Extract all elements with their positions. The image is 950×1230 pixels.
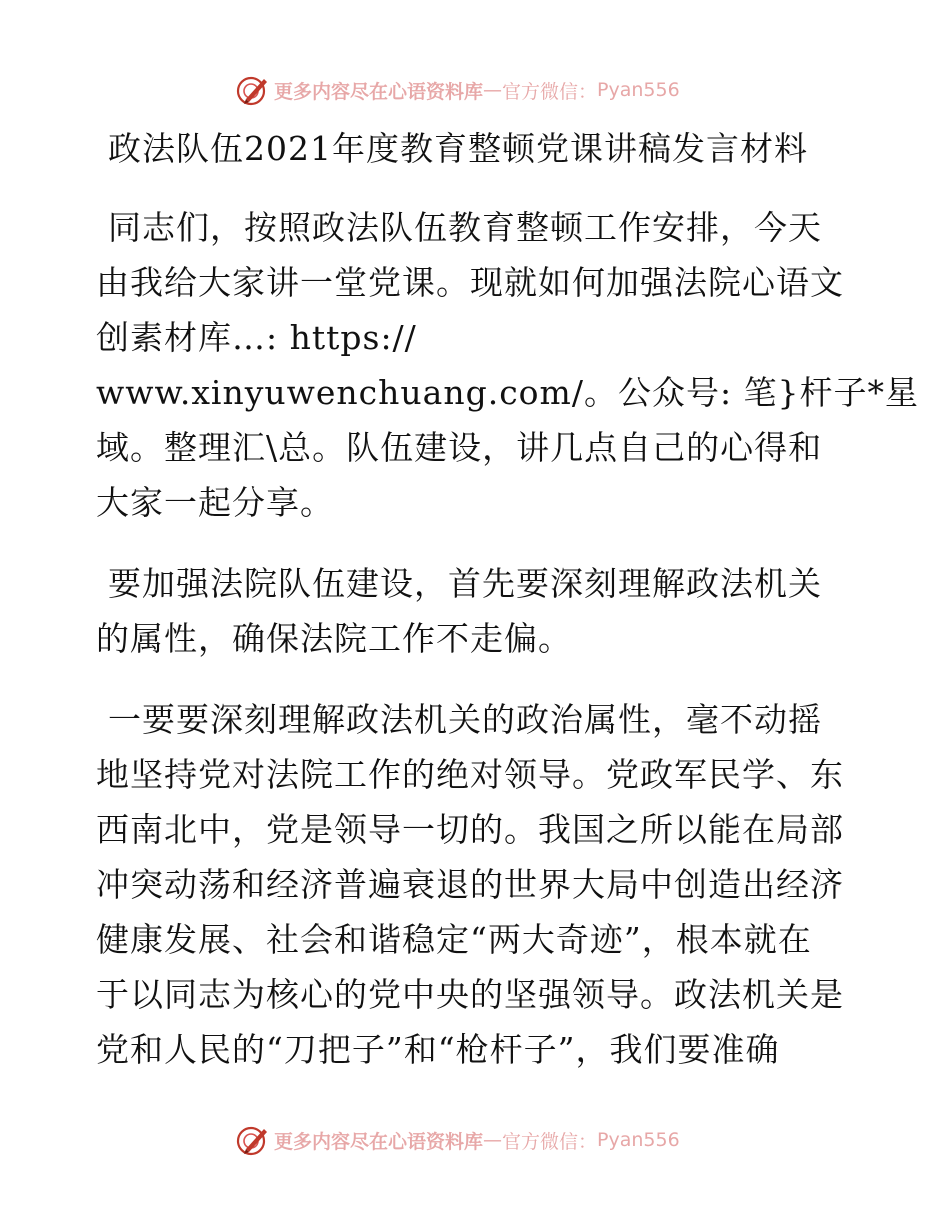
paragraph-line: 创素材库…: https:// <box>96 318 417 357</box>
watermark-wechat-id: Pyan556 <box>597 79 680 101</box>
footer-watermark <box>236 1122 680 1158</box>
paragraph-line: 要加强法院队伍建设，首先要深刻理解政法机关 <box>108 564 822 603</box>
paragraph-line: 党和人民的“刀把子”和“枪杆子”，我们要准确 <box>96 1030 780 1069</box>
watermark-site-text: 更多内容尽在心语资料库 <box>274 80 484 103</box>
paragraph-line: 一要要深刻理解政法机关的政治属性，毫不动摇 <box>108 700 822 739</box>
paragraph-line: 大家一起分享。 <box>96 483 334 522</box>
watermark-separator: — <box>483 1129 503 1151</box>
document-title: 政法队伍2021年度教育整顿党课讲稿发言材料 <box>108 129 808 168</box>
paragraph-1 <box>96 200 920 530</box>
paragraph-line: 同志们，按照政法队伍教育整顿工作安排，今天 <box>108 208 822 247</box>
pen-logo-icon <box>236 73 270 107</box>
paragraph-line: www.xinyuwenchuang.com/。公众号: 笔}杆子*星 <box>96 373 920 412</box>
paragraph-line: 地坚持党对法院工作的绝对领导。党政军民学、东 <box>96 755 844 794</box>
paragraph-line: 冲突动荡和经济普遍衰退的世界大局中创造出经济 <box>96 865 844 904</box>
paragraph-3 <box>96 692 856 1077</box>
watermark-wechat-label: 官方微信： <box>502 1130 598 1153</box>
paragraph-line: 的属性，确保法院工作不走偏。 <box>96 619 572 658</box>
paragraph-line: 由我给大家讲一堂党课。现就如何加强法院心语文 <box>96 263 844 302</box>
watermark-wechat-id: Pyan556 <box>597 1129 680 1151</box>
watermark-site-text: 更多内容尽在心语资料库 <box>274 1130 484 1153</box>
paragraph-line: 健康发展、社会和谐稳定“两大奇迹”，根本就在 <box>96 920 812 959</box>
paragraph-line: 于以同志为核心的党中央的坚强领导。政法机关是 <box>96 975 844 1014</box>
header-watermark <box>236 72 680 108</box>
paragraph-line: 西南北中，党是领导一切的。我国之所以能在局部 <box>96 810 844 849</box>
pen-logo-icon <box>236 1123 270 1157</box>
paragraph-line: 域。整理汇\总。队伍建设，讲几点自己的心得和 <box>96 428 823 467</box>
paragraph-2 <box>96 556 856 666</box>
document-body <box>96 200 920 1103</box>
watermark-wechat-label: 官方微信： <box>502 80 598 103</box>
watermark-separator: — <box>483 79 503 101</box>
